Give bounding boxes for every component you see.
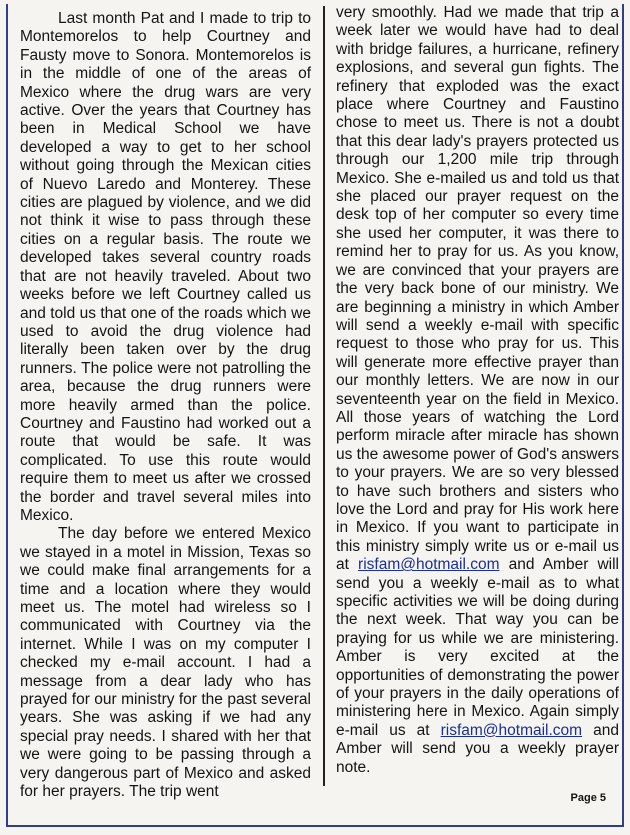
page-number: Page 5 bbox=[570, 792, 606, 804]
left-paragraph-1: Last month Pat and I made to trip to Montemorelos to help Courtney and Fausty move to Sonora. Montemorelos is in the middle of one of the areas of Mexico where the drug wars are very active. Over the years that Courtney has been in Medical School we have developed a way to get to her school without going through the Mexican cities of Nuevo Laredo and Monterey. These cities are plagued by violence, and we did not think it wise to pass through these cities on a regular basis. The route we developed takes several country roads that are not heavily traveled. About two weeks before we left Courtney called us and told us that one of the roads which we used to avoid the drug violence had literally been taken over by the drug runners. The police were not patrolling the area, because the drug runners were more heavily armed than the police. Courtney and Faustino had worked out a route that would be safe. It was complicated. To use this route would require them to meet us after we crossed the border and travel several miles into Mexico. bbox=[20, 10, 311, 524]
column-divider bbox=[323, 6, 325, 786]
right-text-part-1: very smoothly. Had we made that trip a week later we would have had to deal with bridge failures, a hurricane, refinery explosions, and several gun fights. The refinery that exploded was the exact place where Courtney and Faustino chose to meet us. There is not a doubt that this dear lady's prayers protected us through our 1,200 mile trip through Mexico. She e-mailed us and told us that she placed our prayer request on the desk top of her computer so every time she used her computer, it was there to remind her to pray for us. As you know, we are convinced that your prayers are the very back bone of our ministry. We are beginning a ministry in which Amber will send a weekly e-mail with specific request to those who pray for us. This will generate more effective prayer than our monthly letters. We are now in our seventeenth year on the field in Mexico. All those years of watching the Lord perform miracle after miracle has shown us the awesome power of God's answers to your prayers. We are so very blessed to have such brothers and sisters who love the Lord and pray for His work here in Mexico. If you want to participate in this ministry simply write us or e-mail us at bbox=[336, 4, 619, 574]
left-paragraph-2: The day before we entered Mexico we stayed in a motel in Mission, Texas so we could make final arrangements for a time and a location where they would meet us. The motel had wireless so I communicated with Courtney via the internet. While I was on my computer I checked my e-mail account. I had a message from a dear lady who has prayed for our ministry for the past several years. She was asking if we had any special pray needs. I shared with her that we were going to be passing through a very dangerous part of Mexico and asked for her prayers. The trip went bbox=[20, 525, 311, 801]
right-text-part-3: and Amber will send you a weekly prayer note. bbox=[336, 721, 619, 776]
email-link-1[interactable]: risfam@hotmail.com bbox=[358, 556, 500, 574]
email-link-2[interactable]: risfam@hotmail.com bbox=[440, 721, 583, 739]
right-column bbox=[336, 4, 619, 777]
left-column bbox=[20, 10, 311, 801]
right-paragraph bbox=[336, 4, 619, 777]
right-text-part-2: and Amber will send you a weekly e-mail as to what specific activities we will be doing during the next week. That way you can be praying for us while we are ministering. Amber is very excited at the opportunities of demonstrating the power of your prayers in the daily operations of ministering here in Mexico. Again simply e-mail us at bbox=[336, 556, 619, 739]
